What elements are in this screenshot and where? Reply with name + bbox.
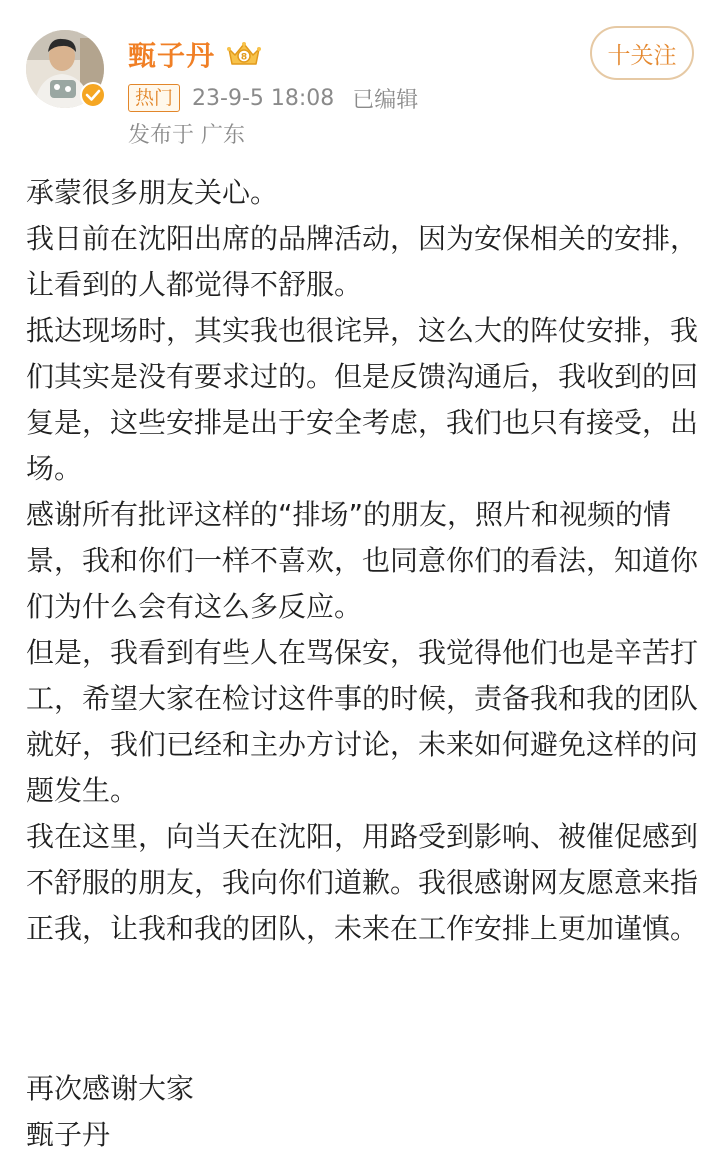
post-location: 发布于 广东 [128,123,245,148]
post-meta [128,82,418,114]
verified-badge-icon [80,82,106,108]
post-body [26,170,702,952]
vip-crown-icon[interactable] [225,39,263,69]
body-paragraph: 承蒙很多朋友关心。 [26,176,279,209]
closing-signature: 甄子丹 [26,1118,111,1151]
post-time: 23-9-5 18:08 [192,85,335,111]
body-paragraph: 感谢所有批评这样的“排场”的朋友，照片和视频的情景，我和你们一样不喜欢，也同意你们的看法，知道你们为什么会有这么多反应。 [26,498,699,623]
hot-badge[interactable]: 热门 [128,84,180,112]
edited-label[interactable]: 已编辑 [352,87,419,113]
follow-button[interactable]: 十关注 [590,26,694,80]
closing-thanks: 再次感谢大家 [26,1072,195,1105]
body-paragraph: 抵达现场时，其实我也很诧异，这么大的阵仗安排，我们其实是没有要求过的。但是反馈沟通后，我收到的回复是，这些安排是出于安全考虑，我们也只有接受，出场。 [26,314,699,485]
author-name[interactable]: 甄子丹 [128,39,216,72]
post-closing [26,1066,702,1158]
body-paragraph: 但是，我看到有些人在骂保安，我觉得他们也是辛苦打工，希望大家在检讨这件事的时候，责备我和我的团队就好，我们已经和主办方讨论，未来如何避免这样的问题发生。 [26,636,699,807]
post-header [0,0,720,160]
body-paragraph: 我在这里，向当天在沈阳，用路受到影响、被催促感到不舒服的朋友，我向你们道歉。我很感谢网友愿意来指正我，让我和我的团队，未来在工作安排上更加谨慎。 [26,820,699,945]
body-paragraph: 我日前在沈阳出席的品牌活动，因为安保相关的安排，让看到的人都觉得不舒服。 [26,222,699,301]
avatar[interactable] [26,30,104,108]
author-line [128,34,263,74]
svg-text:8: 8 [240,52,248,63]
